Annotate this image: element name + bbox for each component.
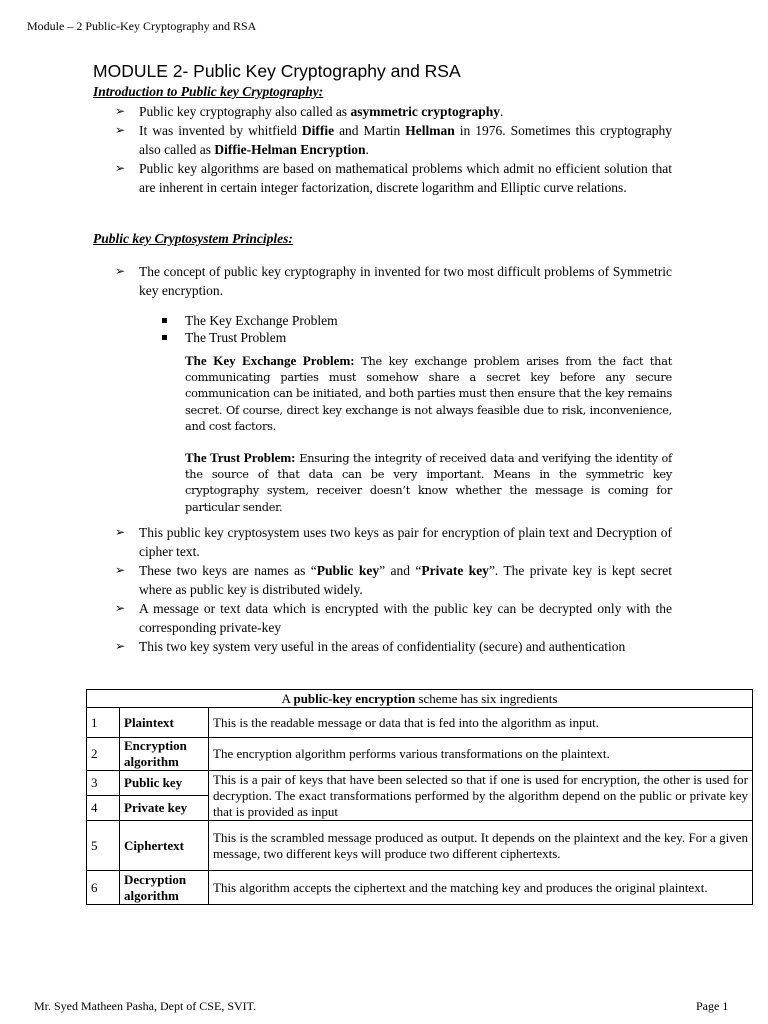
table-row: 5 Ciphertext This is the scrambled message produced as output. It depends on the plaintext and the key. For a given message, two different keys will produce two different ciphertexts. bbox=[87, 821, 753, 871]
list-item: The Key Exchange Problem bbox=[160, 312, 338, 329]
list-item: ➢ These two keys are names as “Public key” and “Private key”. The private key is kept secret where as public key is distributed widely. bbox=[115, 563, 673, 597]
module-title: MODULE 2- Public Key Cryptography and RSA bbox=[93, 61, 461, 81]
arrow-bullet-icon: ➢ bbox=[115, 264, 126, 278]
list-item: The Trust Problem bbox=[160, 329, 338, 346]
footer-author: Mr. Syed Matheen Pasha, Dept of CSE, SVIT. bbox=[34, 999, 257, 1013]
arrow-bullet-icon: ➢ bbox=[115, 104, 126, 118]
principles-heading: Public key Cryptosystem Principles: bbox=[93, 231, 293, 246]
page-header: Module – 2 Public-Key Cryptography and RSA bbox=[27, 19, 257, 33]
arrow-bullet-icon: ➢ bbox=[115, 525, 126, 539]
table-row: 3 Public key This is a pair of keys that have been selected so that if one is used for encryption, the other is used for decryption. The exact transformations performed by the algorithm depend on the public or private key that is provided as input bbox=[87, 771, 753, 796]
list-item: ➢ Public key algorithms are based on mathematical problems which admit no efficient solution that are inherent in certain integer factorization, discrete logarithm and Elliptic curve relations. bbox=[115, 161, 672, 195]
intro-bullet-list bbox=[115, 102, 672, 197]
arrow-bullet-icon: ➢ bbox=[115, 123, 126, 137]
keys-bullet-list bbox=[115, 523, 672, 656]
square-bullet-icon bbox=[162, 318, 167, 323]
list-item: ➢ The concept of public key cryptography in invented for two most difficult problems of Symmetric key encryption. bbox=[115, 264, 672, 298]
arrow-bullet-icon: ➢ bbox=[115, 563, 126, 577]
table-row: 4 Private key bbox=[87, 796, 753, 821]
arrow-bullet-icon: ➢ bbox=[115, 639, 126, 653]
table-caption-row bbox=[87, 690, 753, 708]
list-item: ➢ It was invented by whitfield Diffie and Martin Hellman in 1976. Sometimes this cryptography also called as Diffie-Helman Encryption. bbox=[115, 123, 673, 157]
list-item: ➢ Public key cryptography also called as asymmetric cryptography. bbox=[115, 104, 504, 119]
list-item: ➢ This public key cryptosystem uses two keys as pair for encryption of plain text and Decryption of cipher text. bbox=[115, 525, 672, 559]
table-caption: A public-key encryption scheme has six ingredients bbox=[87, 690, 753, 708]
table-row: 2 Encryption algorithm The encryption algorithm performs various transformations on the plaintext. bbox=[87, 738, 753, 771]
ingredients-table bbox=[86, 689, 753, 905]
table-row: 6 Decryption algorithm This algorithm accepts the ciphertext and the matching key and produces the original plaintext. bbox=[87, 871, 753, 905]
arrow-bullet-icon: ➢ bbox=[115, 601, 126, 615]
square-bullet-icon bbox=[162, 335, 167, 340]
list-item: ➢ A message or text data which is encrypted with the public key can be decrypted only with the corresponding private-key bbox=[115, 601, 672, 635]
intro-heading: Introduction to Public key Cryptography: bbox=[93, 84, 324, 99]
key-exchange-paragraph: The Key Exchange Problem: The key exchange problem arises from the fact that communicating parties must somehow share a secret key before any secure communication can be initiated, and both parties must then ensure that the key remains secret. Of course, direct key exchange is not always feasible due to risk, inconvenience, and cost factors. bbox=[185, 353, 672, 433]
trust-paragraph: The Trust Problem: Ensuring the integrity of received data and verifying the identity of the source of that data can be very important. Means in the symmetric key cryptography system, receiver doesn’t know whether the message is coming for particular sender. bbox=[185, 450, 672, 514]
table-row: 1 Plaintext This is the readable message or data that is fed into the algorithm as input. bbox=[87, 708, 753, 738]
list-item: ➢ This two key system very useful in the areas of confidentiality (secure) and authentication bbox=[115, 639, 626, 654]
principles-bullet-list bbox=[115, 262, 672, 300]
arrow-bullet-icon: ➢ bbox=[115, 161, 126, 175]
page-number: Page 1 bbox=[696, 999, 729, 1013]
problem-list bbox=[160, 312, 338, 346]
